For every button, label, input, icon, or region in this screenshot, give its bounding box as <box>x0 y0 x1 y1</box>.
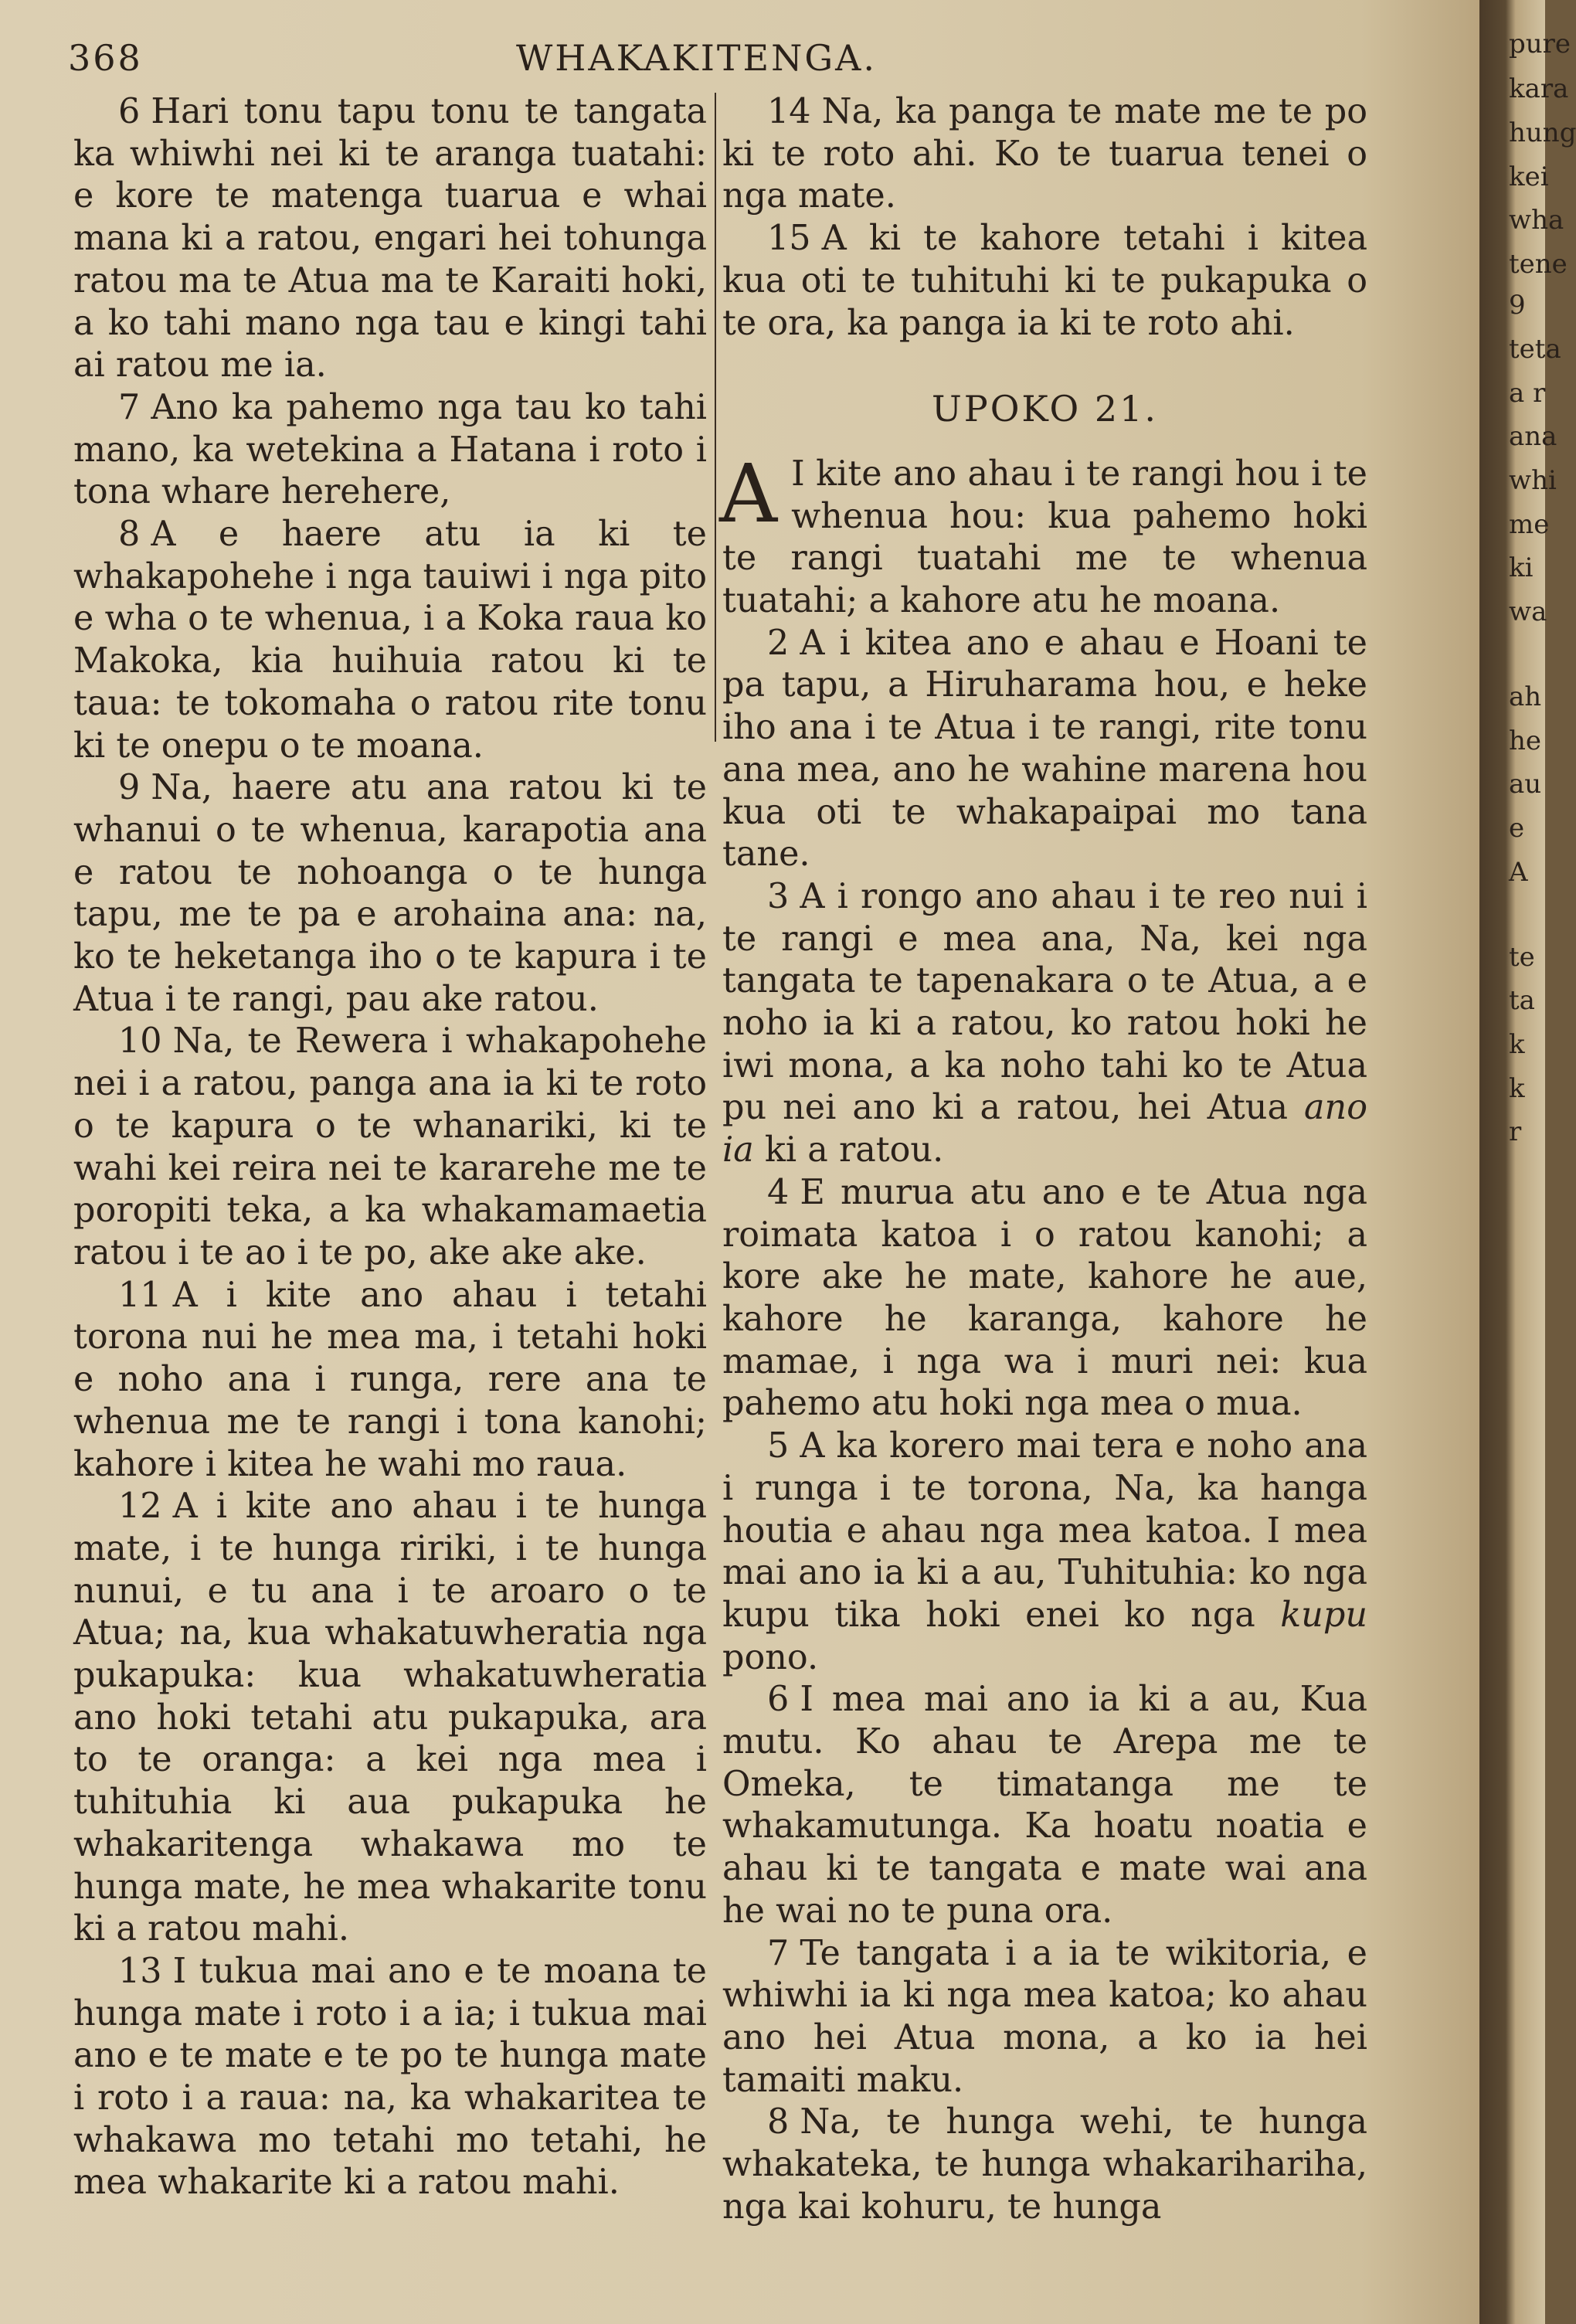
next-page-fragment: wa <box>1509 596 1547 627</box>
verse-number: 4 <box>767 1172 790 1212</box>
next-page-fragment: ah <box>1509 681 1542 712</box>
verse-text: Te tangata i a ia te wikitoria, e whiwhi ia ki nga mea katoa; ko ahau ano hei Atua mona, a ko ia hei tamaiti maku. <box>722 1933 1367 2100</box>
verse-text: I mea mai ano ia ki a au, Kua mutu. Ko ahau te Arepa me te Omeka, te timatanga me te whakamutunga. Ka hoatu noatia e ahau ki te tangata e mate wai ana he wai no te puna ora. <box>722 1680 1367 1931</box>
verse <box>722 91 1367 218</box>
next-page-fragment: hung <box>1509 117 1576 148</box>
verse-text: A ka korero mai tera e noho ana i runga i te torona, Na, ka hanga houtia e ahau nga mea katoa. I mea mai ano ia ki a au, Tuhituhia: ko nga kupu tika hoki enei ko nga <box>722 1426 1367 1635</box>
verse-text: A ki te kahore tetahi i kitea kua oti te tuhituhi ki te pukapuka o te ora, ka panga ia ki te roto ahi. <box>722 219 1367 343</box>
next-page-fragment: me <box>1509 509 1550 540</box>
verse <box>722 1425 1367 1679</box>
next-page-fragment: te <box>1509 942 1535 973</box>
verse-text: pono. <box>722 1637 819 1677</box>
verse <box>73 1021 707 1274</box>
verse-number: 6 <box>118 92 141 131</box>
verse-text: A i rongo ano ahau i te reo nui i te rangi e mea ana, Na, kei nga tangata te tapenakara o te Atua, a e noho ia ki a ratou, ko ratou hoki he iwi mona, a ka noho tahi ko te Atua pu nei ano ki a ratou, hei Atua <box>722 876 1367 1128</box>
verse <box>722 623 1367 876</box>
left-column <box>73 91 707 2204</box>
verse <box>73 1486 707 1951</box>
page-number: 368 <box>68 37 143 79</box>
column-divider <box>715 93 716 742</box>
verse-text: A i kite ano ahau i te hunga mate, i te hunga ririki, i te hunga nunui, e tu ana i te aroaro o te Atua; na, kua whakatuwheratia nga pukapuka: kua whakatuwheratia ano hoki tetahi atu pukapuka, ara to te oranga: a kei nga mea i tuhituhia ki aua pukapuka he whakaritenga whakawa mo te hunga mate, he mea whakarite tonu ki a ratou mahi. <box>73 1486 707 1949</box>
verse-text: Ano ka pahemo nga tau ko tahi mano, ka wetekina a Hatana i roto i tona whare herehere, <box>73 387 707 512</box>
verse-text: Na, ka panga te mate me te po ki te roto ahi. Ko te tuarua tenei o nga mate. <box>722 92 1367 216</box>
next-page-fragment: r <box>1509 1116 1522 1147</box>
verse-text: ki a ratou. <box>764 1130 944 1170</box>
verse-number: 6 <box>767 1680 790 1720</box>
next-page-fragment: A <box>1509 857 1528 888</box>
verse-number: 8 <box>767 2102 790 2142</box>
verse-text: A i kitea ano e ahau e Hoani te pa tapu, a Hiruharama hou, e heke iho ana i te Atua i te rangi, rite tonu ana mea, ano he wahine marena hou kua oti te whakapaipai mo tana tane. <box>722 623 1367 875</box>
verse <box>73 1951 707 2204</box>
verse-number: 14 <box>767 92 811 131</box>
next-page-fragment: k <box>1509 1029 1525 1060</box>
verse <box>73 514 707 767</box>
verse-text: I tukua mai ano e te moana te hunga mate i roto i a ia; i tukua mai ano e te mate e te po te hunga mate i roto i a raua: na, ka whakaritea te whakawa mo tetahi mo tetahi, he mea whakarite ki a ratou mahi. <box>73 1951 707 2203</box>
next-page-fragment: whi <box>1509 465 1557 496</box>
verse <box>722 1679 1367 1932</box>
next-page-fragment: ki <box>1509 552 1534 583</box>
next-page-fragment: au <box>1509 769 1542 800</box>
verse <box>722 876 1367 1172</box>
next-page-fragment: wha <box>1509 205 1564 236</box>
verse-italic: ano ia <box>722 1088 1367 1170</box>
next-page-edge <box>1479 0 1576 2324</box>
verse <box>722 1172 1367 1425</box>
next-page-fragment: kei <box>1509 161 1549 192</box>
verse <box>719 446 1367 623</box>
next-page-fragment: pure <box>1509 29 1571 59</box>
verse-text: Na, te Rewera i whakapohehe nei i a ratou, panga ana ia ki te roto o te kapura o te whanariki, ki te wahi kei reira nei te kararehe me te poropiti teka, a ka whakamamaetia ratou i te ao i te po, ake ake ake. <box>73 1021 707 1272</box>
verse <box>73 387 707 514</box>
verse-italic: kupu <box>1280 1595 1367 1635</box>
verse-number: 2 <box>767 623 790 663</box>
verse-number: 10 <box>118 1021 162 1062</box>
next-page-fragment: ta <box>1509 985 1535 1016</box>
verse <box>73 1275 707 1486</box>
verse-text: Hari tonu tapu tonu te tangata ka whiwhi nei ki te aranga tuatahi: e kore te matenga tuarua e whai mana ki a ratou, engari hei tohunga ratou ma te Atua ma te Karaiti hoki, a ko tahi mano nga tau e kingi tahi ai ratou me ia. <box>73 92 707 386</box>
verse-number: 9 <box>118 768 141 808</box>
next-page-fragment: ana <box>1509 421 1557 452</box>
chapter-heading: UPOKO 21. <box>931 388 1159 430</box>
right-column <box>719 91 1367 2228</box>
verse-text: Na, haere atu ana ratou ki te whanui o te whenua, karapotia ana e ratou te nohoanga o te hunga tapu, me te pa e arohaina ana: na, ko te heketanga iho o te kapura i te Atua i te rangi, pau ake ratou. <box>73 768 707 1019</box>
verse-number: 13 <box>118 1951 162 1991</box>
verse-number: 8 <box>118 515 141 555</box>
page-title: WHAKAKITENGA. <box>516 37 877 79</box>
verse-number: 3 <box>767 876 790 916</box>
verse-number: 7 <box>118 387 141 427</box>
verse-number: 15 <box>767 219 811 259</box>
next-page-fragment: e <box>1509 813 1525 844</box>
verse-number: 7 <box>767 1933 790 1973</box>
verse <box>722 218 1367 345</box>
verse-number: 5 <box>767 1426 790 1466</box>
verse <box>722 1933 1367 2102</box>
verse <box>73 91 707 387</box>
next-page-fragment: 9 <box>1509 290 1526 321</box>
verse-text: A i kite ano ahau i tetahi torona nui he mea ma, i tetahi hoki e noho ana i runga, rere ana te whenua me te rangi i tona kanohi; kahore i kitea he wahi mo raua. <box>73 1275 707 1484</box>
running-header <box>68 37 1405 83</box>
verse-text: E murua atu ano e te Atua nga roimata katoa i o ratou kanohi; a kore ake he mate, kahore he aue, kahore he karanga, kahore he mamae, i nga wa i muri nei: kua pahemo atu hoki nga mea o mua. <box>722 1172 1367 1424</box>
verse-text: I kite ano ahau i te rangi hou i te whenua hou: kua pahemo hoki te rangi tuatahi me te whenua tuatahi; a kahore atu he moana. <box>722 454 1367 621</box>
next-page-fragment: kara <box>1509 73 1569 104</box>
verse-number: 11 <box>118 1275 162 1315</box>
next-page-fragment: k <box>1509 1073 1525 1104</box>
verse-number: 12 <box>118 1486 162 1527</box>
drop-cap: A <box>719 446 778 541</box>
verse-text: Na, te hunga wehi, te hunga whakateka, te hunga whakarihariha, nga kai kohuru, te hunga <box>722 2102 1367 2227</box>
next-page-fragment: a r <box>1509 378 1546 409</box>
verse <box>722 2101 1367 2228</box>
next-page-fragment: tene <box>1509 249 1568 280</box>
next-page-fragment: he <box>1509 725 1542 756</box>
next-page-fragment: teta <box>1509 334 1561 365</box>
verse <box>73 767 707 1021</box>
verse-text: A e haere atu ia ki te whakapohehe i nga tauiwi i nga pito e wha o te whenua, i a Koka raua ko Makoka, kia huihuia ratou ki te taua: te tokomaha o ratou rite tonu ki te onepu o te moana. <box>73 515 707 766</box>
